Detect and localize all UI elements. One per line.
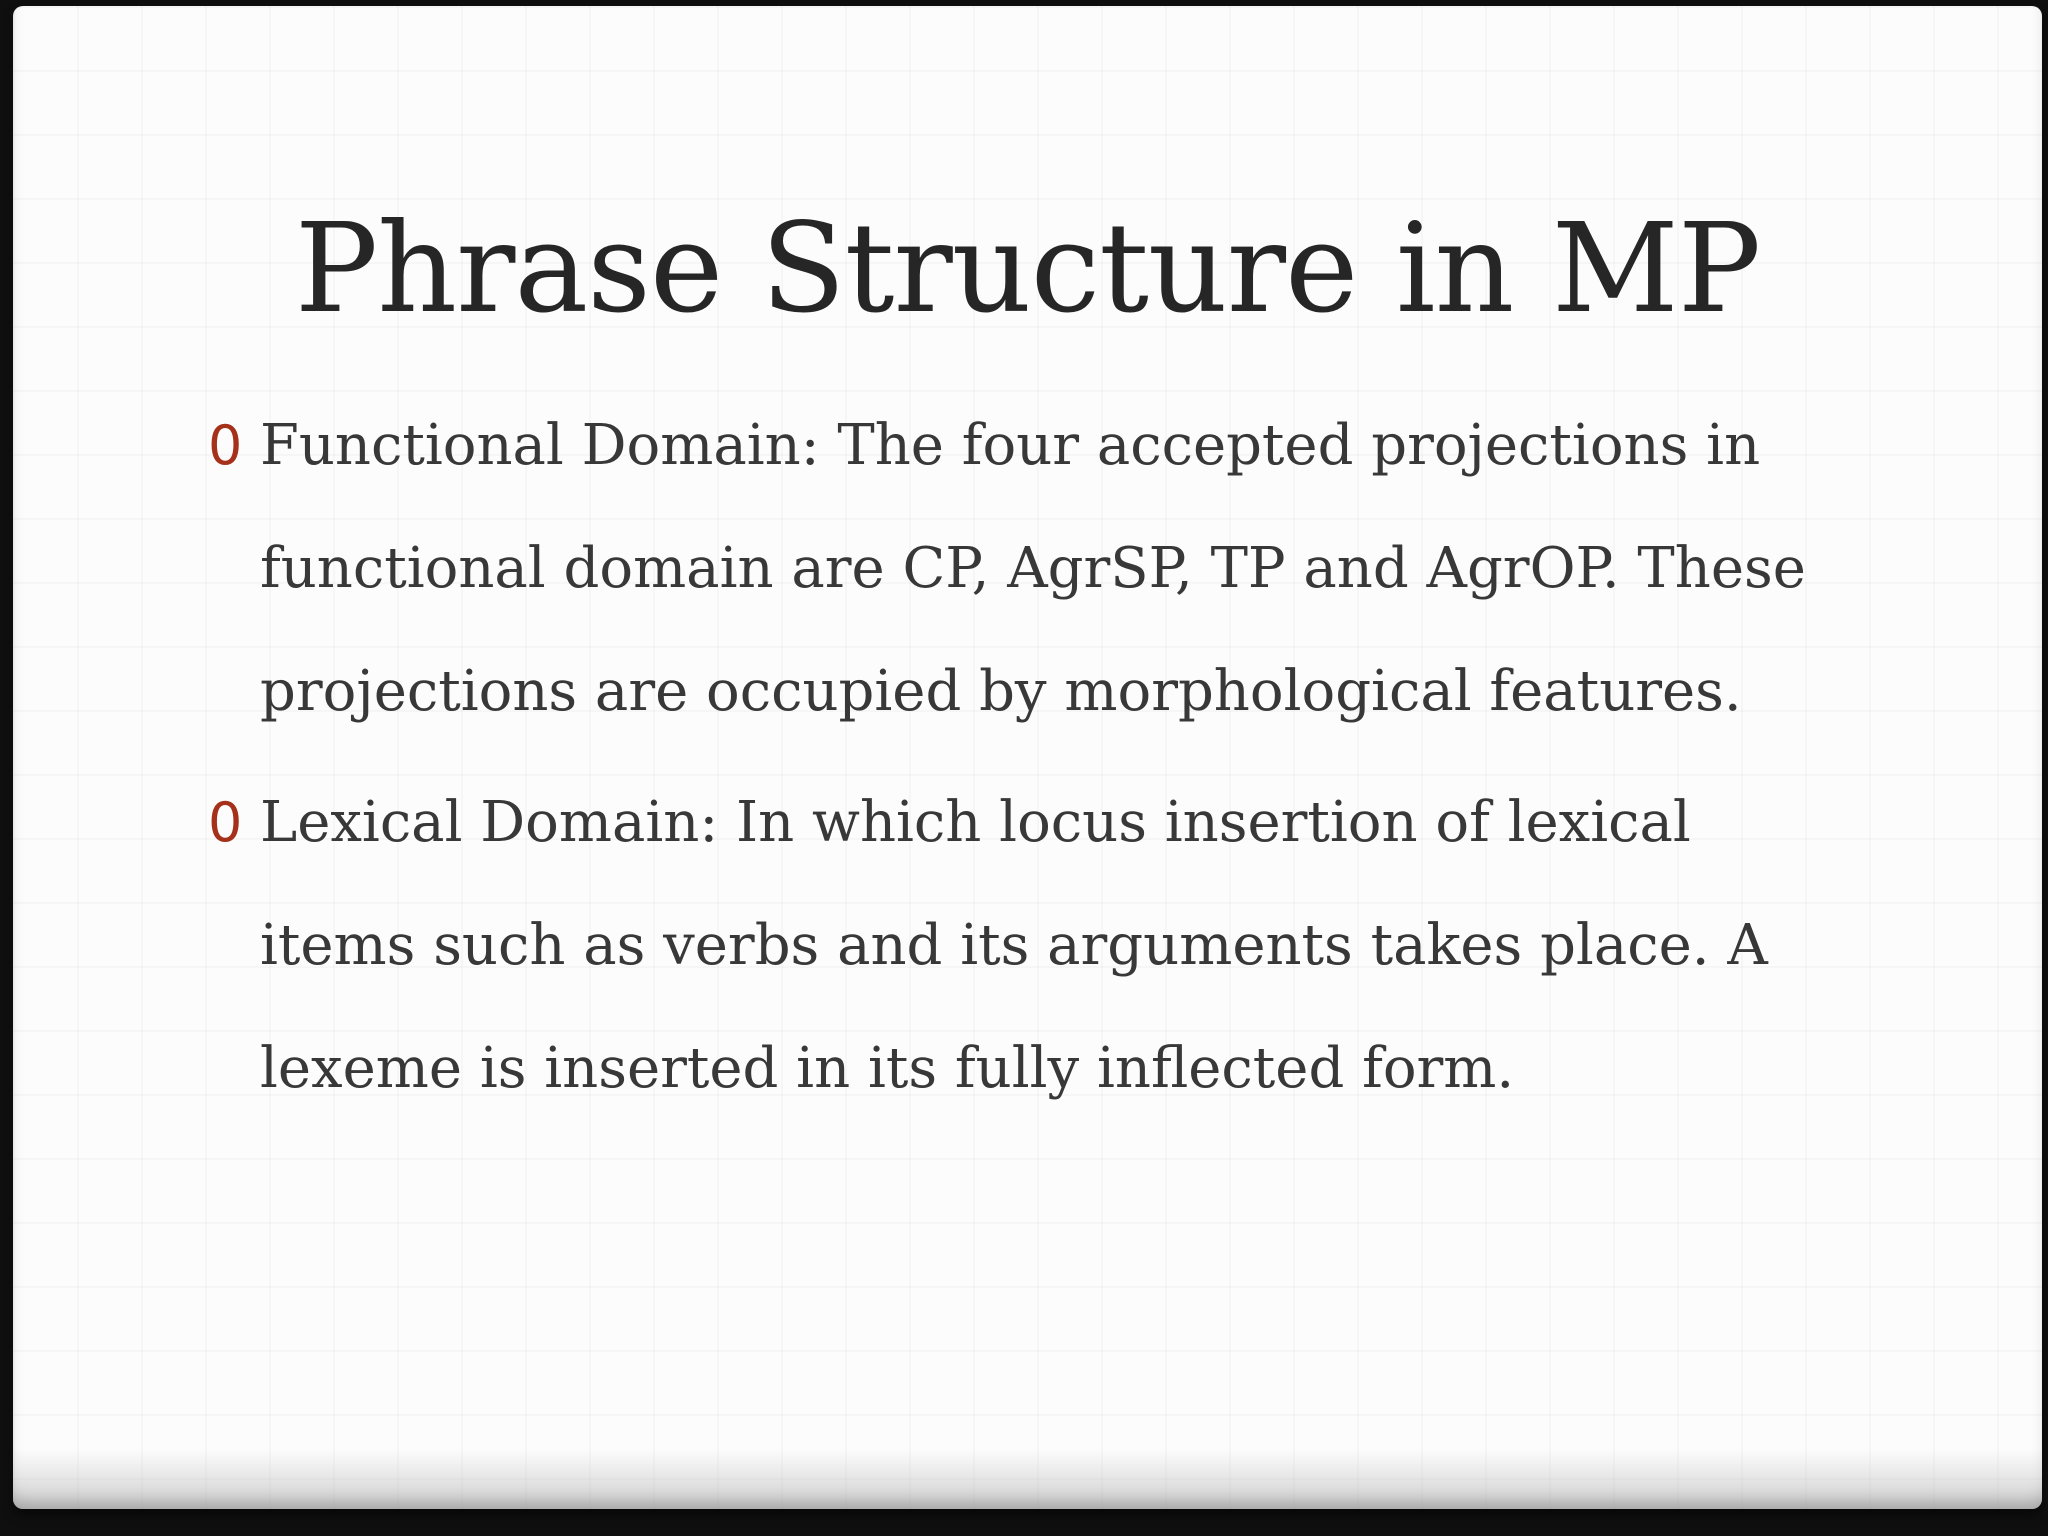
- bullet-text: Lexical Domain: In which locus insertion of lexical items such as verbs and its arguments takes place. A lexeme is inserted in its fully inflected form.: [260, 790, 1768, 1101]
- slide: [13, 6, 2042, 1509]
- bullet-item-lexical-domain: [208, 761, 1830, 1130]
- bullet-list: [208, 384, 1830, 1130]
- bullet-item-functional-domain: [208, 384, 1830, 753]
- bullet-marker-icon: 0: [208, 414, 243, 477]
- slide-title: Phrase Structure in MP: [294, 197, 1761, 341]
- bullet-text: Functional Domain: The four accepted projections in functional domain are CP, AgrSP, TP and AgrOP. These projections are occupied by morphological features.: [260, 413, 1806, 724]
- bullet-marker-icon: 0: [208, 791, 243, 854]
